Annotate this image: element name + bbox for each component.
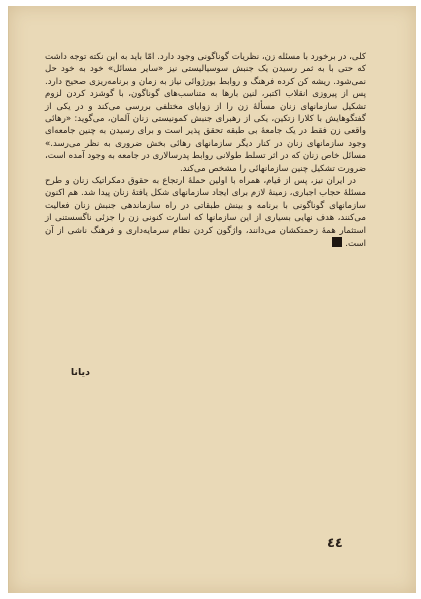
paragraph-2-text: در ایران نیز، پس از قیام، همراه با اولین حملهٔ ارتجاع به حقوق دمکراتیک زنان و طرح مسئلهٔ حجاب اجباری، زمینهٔ لازم برای ایجاد سازمانهای شکل یافتهٔ زنان پیدا شد. هم اکنون سازمانهای گوناگونی با برنامه و بینش طبقاتی در راه سازماندهی جنبش زنان فعالیت می‌کنند، هدف نهایی بسیاری از این سازمانها که اسارت کنونی زن را جزئی ناگسستنی از استثمار همهٔ زحمتکشان می‌دانند، واژگون کردن نظام سرمایه‌داری و فرهنگ ناشی از آن است. <box>45 176 366 250</box>
paragraph-2 <box>45 175 366 250</box>
article-body <box>45 51 366 251</box>
end-of-article-square-icon <box>332 237 342 247</box>
paragraph-1: کلی، در برخورد با مسئله زن، نظریات گوناگونی وجود دارد. امّا باید به این نکته توجه داشت که حتی با به ثمر رسیدن یک جنبش سوسیالیستی نیز «سایر مسائل» خود به خود حل نمی‌شود. ریشه کن کرده فرهنگ و روابط بورژوائی نیاز به زمان و برنامه‌ریزی صحیح دارد. پس از پیروزی انقلاب اکتبر، لنین بارها به متناسب‌های گوناگون، با گوشزد کردن لزوم تشکیل سازمانهای زنان مسألهٔ زن را از زوایای مختلفی بررسی می‌کند و در یکی از گفتگوهایش با کلارا زتکین، یکی از رهبرای جنبش کمونیستی زنان آلمان، می‌گوید: «رهائی واقعی زن فقط در یک جامعهٔ بی طبقه تحقق پذیر است و برای رسیدن به چنین جامعه‌ای وجود سازمانهای زنان در کنار دیگر سازمانهای رهائی بخش ضروری به نظر می‌رسد.» مسائل خاص زنان که در اثر تسلط طولانی روابط پدرسالاری در جامعه به وجود آمده است، ضرورت تشکیل چنین سازمانهائی را مشخص می‌کند. <box>45 52 366 174</box>
author-signature: دیانا <box>70 367 90 378</box>
book-page <box>8 6 416 593</box>
page-number: ٤٤ <box>327 536 343 551</box>
